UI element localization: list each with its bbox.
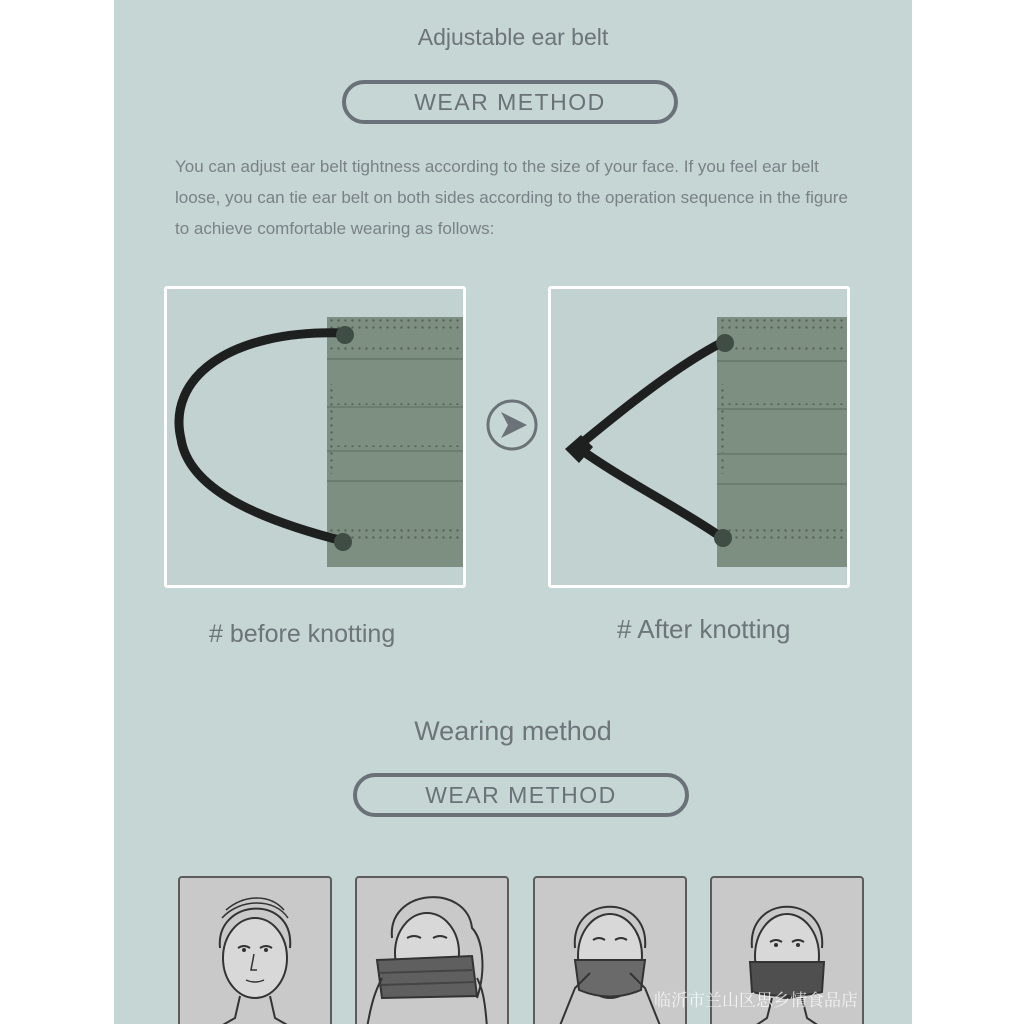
ear-belt-description: You can adjust ear belt tightness according to the size of your face. If you feel ear belt loose, you can tie ear belt on both sides according to the operation sequence in the figure to achieve comfortable wearing as follows: [175, 157, 848, 238]
step-1-face-illustration [178, 876, 332, 1024]
content-panel [114, 0, 912, 1024]
before-knotting-caption: # before knotting [209, 620, 396, 648]
shop-watermark: 临沂市兰山区思乡情食品店 [654, 991, 858, 1011]
play-arrow-icon [484, 397, 540, 453]
before-knotting-image [164, 286, 466, 588]
section-title-wearing-method: Wearing method [414, 716, 612, 746]
wear-method-pill-2: WEAR METHOD [353, 773, 689, 817]
after-knotting-caption: # After knotting [617, 614, 791, 644]
section-title-ear-belt: Adjustable ear belt [417, 24, 609, 50]
after-knotting-image [548, 286, 850, 588]
step-2-place-mask-illustration [355, 876, 509, 1024]
wear-method-pill: WEAR METHOD [342, 80, 678, 124]
